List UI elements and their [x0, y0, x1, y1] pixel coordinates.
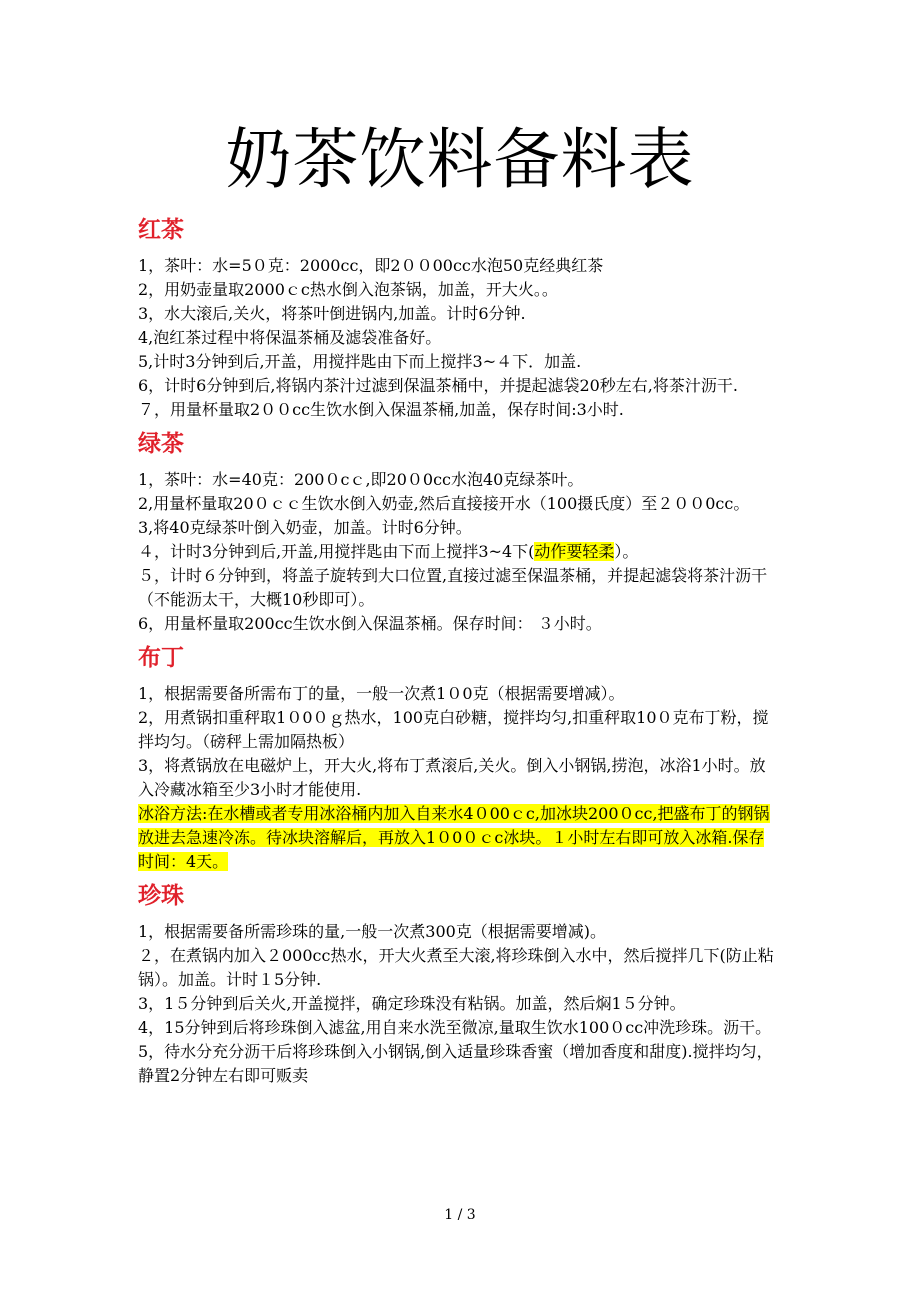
section-heading: 布丁 — [138, 645, 184, 671]
step-text: 6，计时6分钟到后,将锅内茶汁过滤到保温茶桶中，并提起滤袋20秒左右,将茶汁沥干. — [138, 376, 738, 395]
step-line — [138, 992, 780, 1016]
step-text: 5，待水分充分沥干后将珍珠倒入小钢锅,倒入适量珍珠香蜜（增加香度和甜度).搅拌均匀，静置2分钟左右即可贩卖 — [138, 1042, 773, 1085]
green-tea-section — [138, 428, 780, 636]
pearl-section — [138, 880, 780, 1088]
step-line — [138, 612, 780, 636]
section-heading: 绿茶 — [138, 431, 184, 457]
step-text: 2,用量杯量取20０ｃｃ生饮水倒入奶壶,然后直接接开水（100摄氏度）至２００0cc。 — [138, 494, 750, 513]
step-line — [138, 1016, 780, 1040]
step-line — [138, 920, 780, 944]
step-line — [138, 706, 780, 754]
step-line — [138, 278, 780, 302]
step-text: 3，1５分钟到后关火,开盖搅拌，确定珍珠没有粘锅。加盖，然后焖1５分钟。 — [138, 994, 686, 1013]
step-text: ４，计时3分钟到后,开盖,用搅拌匙由下而上搅拌3~4下( — [138, 542, 535, 561]
step-line — [138, 564, 780, 612]
section-heading: 红茶 — [138, 217, 184, 243]
step-text: 1，根据需要备所需布丁的量，一般一次煮1０0克（根据需要增减）。 — [138, 684, 625, 703]
pudding-section — [138, 642, 780, 874]
step-text: ７，用量杯量取2００cc生饮水倒入保温茶桶,加盖，保存时间:3小时. — [138, 400, 624, 419]
step-line — [138, 754, 780, 802]
step-line — [138, 398, 780, 422]
step-text: ５，计时６分钟到，将盖子旋转到大口位置,直接过滤至保温茶桶，并提起滤袋将茶汁沥干（不能沥太干，大概10秒即可）。 — [138, 566, 768, 609]
page-title: 奶茶饮料备料表 — [225, 121, 695, 198]
step-text: ２，在煮锅内加入２000cc热水，开大火煮至大滚,将珍珠倒入水中，然后搅拌几下(防止粘锅）。加盖。计时１5分钟. — [138, 946, 774, 989]
black-tea-section — [138, 214, 780, 422]
step-line — [138, 944, 780, 992]
step-text: 1，根据需要备所需珍珠的量,一般一次煮300克（根据需要增减)。 — [138, 922, 607, 941]
step-text: 1，茶叶：水=5０克：2000cc，即2００00cc水泡50克经典红茶 — [138, 256, 604, 275]
step-line — [138, 1040, 780, 1088]
step-text: 4，15分钟到后将珍珠倒入滤盆,用自来水洗至微凉,量取生饮水100０cc冲洗珍珠。沥干。 — [138, 1018, 772, 1037]
step-line — [138, 516, 780, 540]
step-line — [138, 492, 780, 516]
step-line — [138, 350, 780, 374]
highlighted-text: 动作要轻柔 — [534, 542, 615, 561]
step-line — [138, 254, 780, 278]
step-text: 6，用量杯量取200cc生饮水倒入保温茶桶。保存时间： ３小时。 — [138, 614, 602, 633]
step-line — [138, 326, 780, 350]
step-line — [138, 802, 780, 874]
step-text: 4,泡红茶过程中将保温茶桶及滤袋准备好。 — [138, 328, 442, 347]
step-line — [138, 540, 780, 564]
step-line — [138, 374, 780, 398]
step-text: 3，将煮锅放在电磁炉上，开大火,将布丁煮滚后,关火。倒入小钢锅,捞泡，冰浴1小时。放入冷藏冰箱至少3小时才能使用. — [138, 756, 766, 799]
step-text: 2，用奶壶量取2000ｃc热水倒入泡茶锅，加盖，开大火。。 — [138, 280, 558, 299]
step-text-after: ）。 — [614, 542, 639, 561]
step-text: 5,计时3分钟到后,开盖，用搅拌匙由下而上搅拌3~４下．加盖. — [138, 352, 582, 371]
page-number: 1 / 3 — [444, 1207, 476, 1223]
step-text: 3,将40克绿茶叶倒入奶壶，加盖。计时6分钟。 — [138, 518, 472, 537]
document-content — [138, 214, 780, 1088]
highlighted-note: 冰浴方法:在水槽或者专用冰浴桶内加入自来水4０00ｃc,加冰块200０cc,把盛布丁的钢锅放进去急速冷冻。待冰块溶解后，再放入1０0０ｃc冰块。１小时左右即可放入冰箱.保存时间：4天。 — [138, 804, 770, 871]
step-text: 3，水大滚后,关火，将茶叶倒进锅内,加盖。计时6分钟. — [138, 304, 526, 323]
step-text: 1，茶叶：水=40克：200０cｃ,即20０0cc水泡40克绿茶叶。 — [138, 470, 584, 489]
step-line — [138, 302, 780, 326]
step-line — [138, 682, 780, 706]
step-line — [138, 468, 780, 492]
section-heading: 珍珠 — [138, 883, 184, 909]
step-text: 2，用煮锅扣重秤取1０0０ｇ热水，100克白砂糖，搅拌均匀,扣重秤取10０克布丁粉，搅拌均匀。（磅秤上需加隔热板） — [138, 708, 769, 751]
